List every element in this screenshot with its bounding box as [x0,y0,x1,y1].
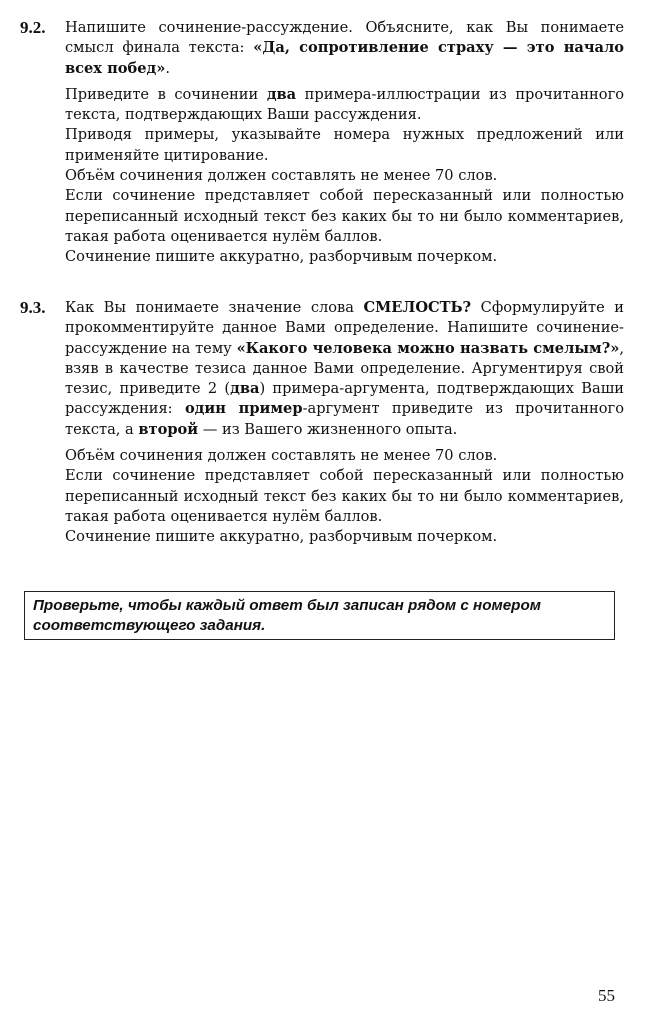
task-number: 9.2. [20,18,46,37]
instruction-examples [65,85,624,126]
prompt-bold: СМЕЛОСТЬ? [363,299,472,316]
instruction-length: Объём сочинения должен составлять не менее 70 слов. [65,447,498,465]
prompt-bold: «Какого человека можно назвать смелым?» [236,339,620,357]
instruction-handwriting: Сочинение пишите аккуратно, разборчивым почерком. [65,528,498,546]
instruction-retelling: Если сочинение представляет собой пересказанный или полностью переписанный исходный текст без каких бы то ни было комментариев, такая работа оценивается нулём баллов. [65,467,624,525]
prompt-text: , взяв в качестве тезиса данное Вами определение. Аргументируя свой тезис, приведите 2 ( [65,339,625,398]
instruction-retelling: Если сочинение представляет собой пересказанный или полностью переписанный исходный текст без каких бы то ни было комментариев, такая работа оценивается нулём баллов. [65,187,624,245]
task-body [65,298,624,548]
prompt-text: ) примера-аргумента, подтверждающих Ваши рассуждения: [65,380,624,418]
prompt-text: — из Вашего жизненного опыта. [198,420,458,438]
task-number: 9.3. [20,298,46,317]
notice-box: Проверьте, чтобы каждый ответ был записан рядом с номером соответствующего задания. [24,591,615,640]
instruction-length: Объём сочинения должен составлять не менее 70 слов. [65,167,498,185]
instruction-text: примера-иллюстрации из прочитанного текста, подтверждающих Ваши рассуждения. [65,85,624,124]
prompt-bold: один пример [184,400,303,418]
prompt-bold: два [230,380,260,398]
prompt-quote: «Да, сопротивление страху — это начало всех побед» [65,39,624,77]
prompt-text: -аргумент приведите из прочитанного текста, а [65,400,624,438]
prompt-text: Сформулируйте и прокомментируйте данное Вами определение. Напишите сочинение-рассуждение на тему [65,299,624,357]
prompt-bold: второй [138,420,199,438]
task-body [65,18,624,268]
page-number: 55 [598,986,615,1005]
prompt-end: . [165,59,171,77]
instruction-text: Приведите в сочинении [65,85,267,103]
instruction-citation: Приводя примеры, указывайте номера нужных предложений или применяйте цитирование. [65,126,624,164]
task-prompt [65,298,624,440]
instruction-bold: два [266,85,297,103]
task-9-2 [20,18,624,268]
prompt-text: Напишите сочинение-рассуждение. Объясните, как Вы понимаете смысл финала текста: [65,19,624,57]
instruction-handwriting: Сочинение пишите аккуратно, разборчивым почерком. [65,248,498,266]
task-9-3 [20,298,624,548]
prompt-text: Как Вы понимаете значение слова [65,299,364,316]
task-prompt [65,18,624,79]
